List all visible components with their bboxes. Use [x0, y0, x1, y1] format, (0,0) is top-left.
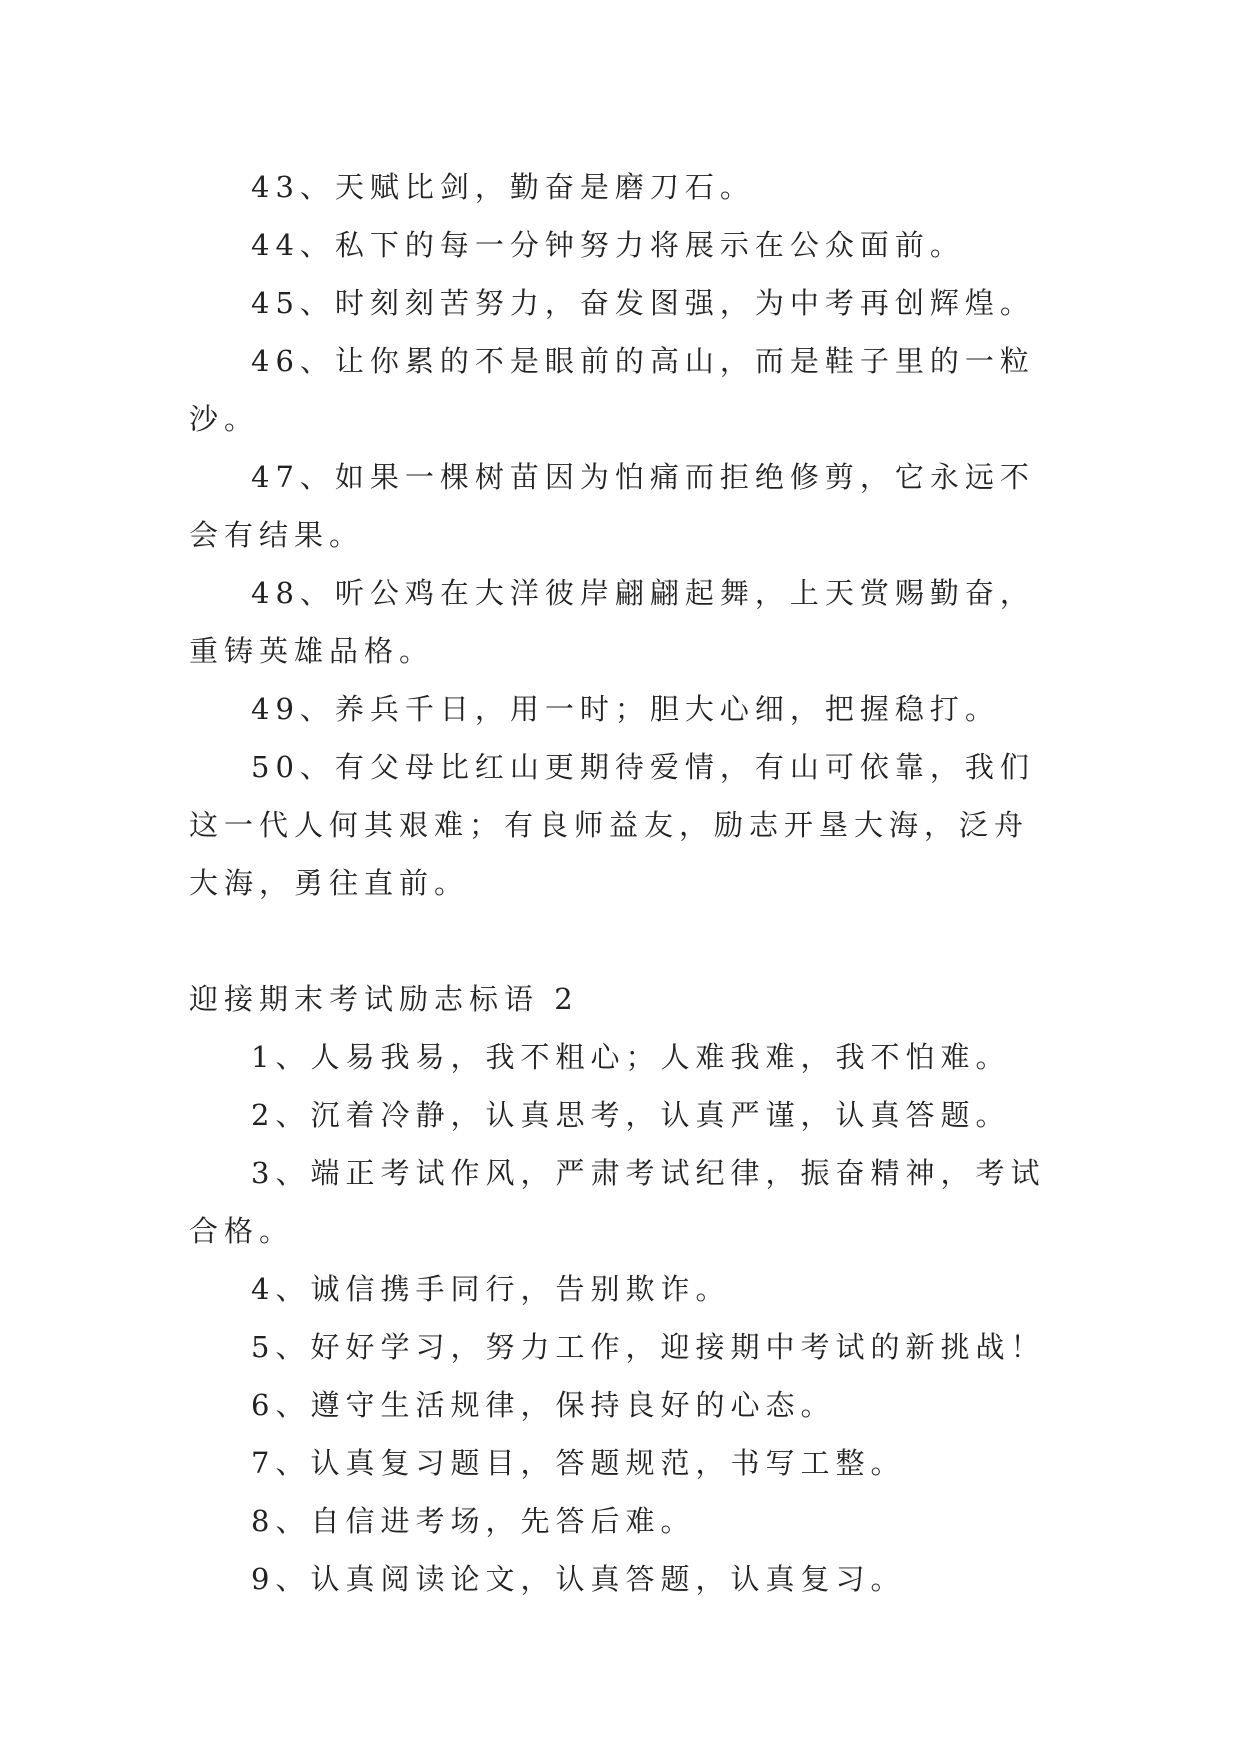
slogan-item-2: 2、沉着冷静，认真思考，认真严谨，认真答题。 [251, 1098, 1011, 1132]
slogan-item-44: 44、私下的每一分钟努力将展示在公众面前。 [251, 228, 965, 262]
slogan-item-50: 50、有父母比红山更期待爱情，有山可依靠，我们这一代人何其艰难；有良师益友，励志开垦大海，泛舟大海，勇往直前。 [189, 750, 1035, 900]
document-body [189, 158, 1049, 1608]
slogan-item-46: 46、让你累的不是眼前的高山，而是鞋子里的一粒沙。 [189, 344, 1035, 436]
section-heading: 迎接期末考试励志标语 2 [189, 982, 579, 1016]
slogan-item-1: 1、人易我易，我不粗心；人难我难，我不怕难。 [251, 1040, 1011, 1074]
slogan-item-45: 45、时刻刻苦努力，奋发图强，为中考再创辉煌。 [251, 286, 1035, 320]
slogan-item-43: 43、天赋比剑，勤奋是磨刀石。 [251, 170, 755, 204]
slogan-item-6: 6、遵守生活规律，保持良好的心态。 [251, 1388, 836, 1422]
slogan-item-5: 5、好好学习，努力工作，迎接期中考试的新挑战！ [251, 1330, 1046, 1364]
slogan-item-3: 3、端正考试作风，严肃考试纪律，振奋精神，考试合格。 [189, 1156, 1046, 1248]
slogan-item-48: 48、听公鸡在大洋彼岸翩翩起舞，上天赏赐勤奋，重铸英雄品格。 [189, 576, 1035, 668]
slogan-item-49: 49、养兵千日，用一时；胆大心细，把握稳打。 [251, 692, 1000, 726]
slogan-item-4: 4、诚信携手同行，告别欺诈。 [251, 1272, 731, 1306]
slogan-item-47: 47、如果一棵树苗因为怕痛而拒绝修剪，它永远不会有结果。 [189, 460, 1035, 552]
slogan-item-7: 7、认真复习题目，答题规范，书写工整。 [251, 1446, 906, 1480]
slogan-item-8: 8、自信进考场，先答后难。 [251, 1504, 696, 1538]
slogan-item-9: 9、认真阅读论文，认真答题，认真复习。 [251, 1562, 906, 1596]
